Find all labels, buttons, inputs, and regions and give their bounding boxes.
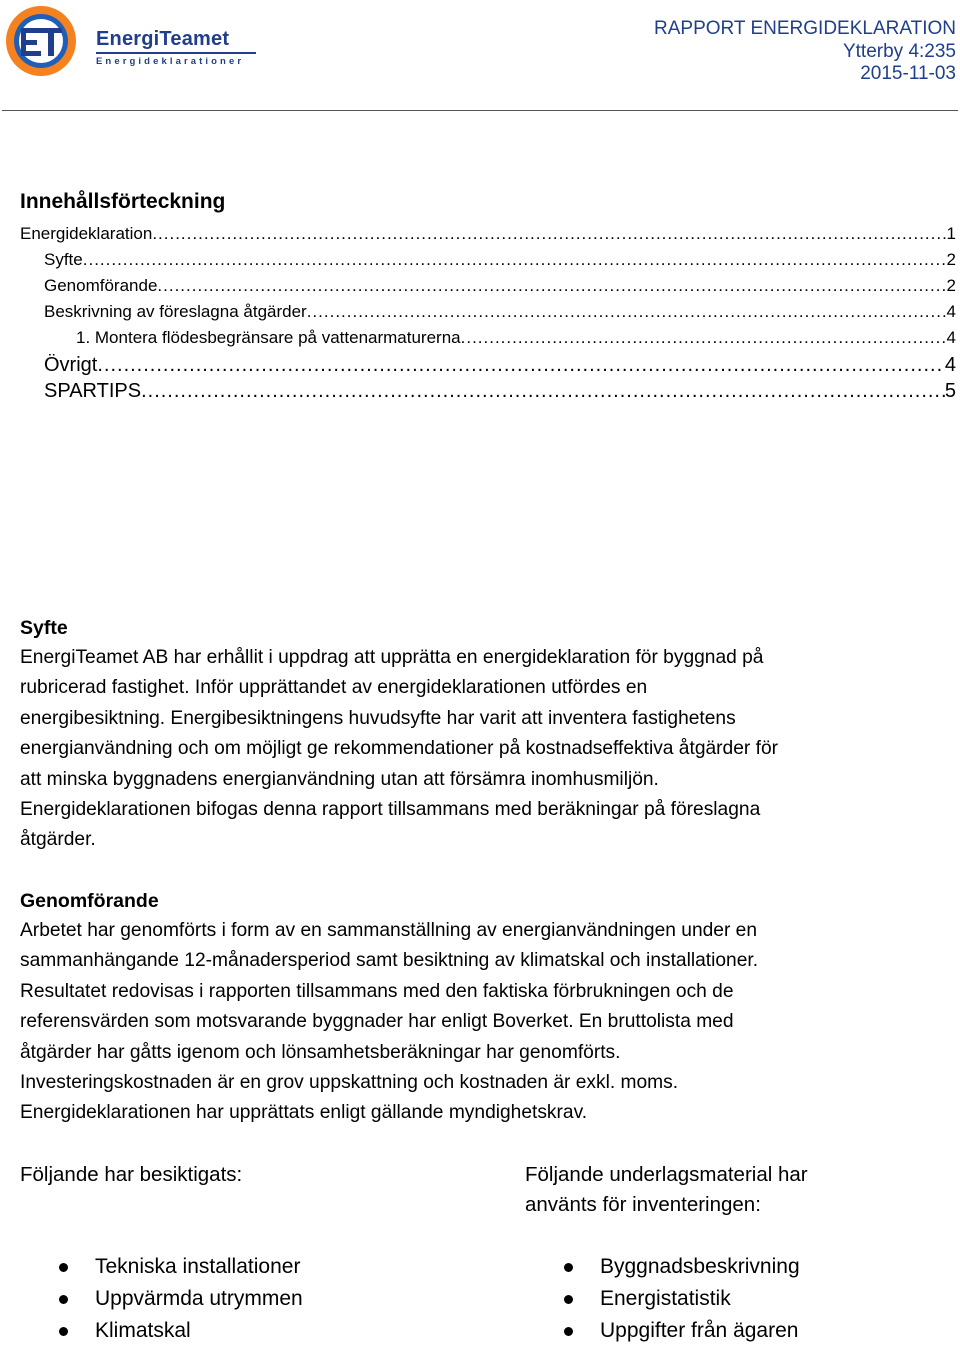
paragraph-line: EnergiTeamet AB har erhållit i uppdrag att upprätta en energideklaration för byggnad på: [20, 647, 764, 668]
paragraph-line: rubricerad fastighet. Inför upprättandet av energideklarationen utfördes en: [20, 677, 648, 699]
paragraph-line: Resultatet redovisas i rapporten tillsammans med den faktiska förbrukningen och de: [20, 980, 734, 1002]
logo-tagline: Energideklarationer: [96, 56, 245, 67]
inspected-title: Följande har besiktigats:: [20, 1163, 243, 1186]
toc-entry-label: Energideklaration: [20, 224, 153, 243]
toc-entry-label: Genomförande: [44, 276, 158, 295]
list-item: Tekniska installationer: [55, 1251, 475, 1283]
paragraph-line: referensvärden som motsvarande byggnader har enligt Boverket. En bruttolista med: [20, 1011, 734, 1033]
paragraph-line: sammanhängande 12-månadersperiod samt besiktning av klimatskal och installationer.: [20, 950, 759, 972]
report-date: 2015-11-03: [860, 63, 956, 84]
toc-entry[interactable]: [20, 302, 956, 328]
paragraph-line: energibesiktning. Energibesiktningens huvudsyfte har varit att inventera fastighetens: [20, 707, 736, 729]
paragraph-line: Investeringskostnaden är en grov uppskattning och kostnaden är exkl. moms.: [20, 1072, 679, 1094]
logo-underline: [96, 52, 256, 54]
paragraph-line: att minska byggnadens energianvändning utan att försämra inomhusmiljön.: [20, 768, 659, 790]
toc-leader-dots: [141, 380, 945, 403]
paragraph-line: energianvändning och om möjligt ge rekommendationer på kostnadseffektiva åtgärder för: [20, 738, 778, 760]
list-item: Uppvärmda utrymmen: [55, 1283, 475, 1315]
paragraph-line: åtgärder.: [20, 829, 96, 851]
materials-title-line: Följande underlagsmaterial har: [525, 1163, 808, 1186]
toc-leader-dots: [307, 302, 947, 322]
toc-entry-page: 1: [946, 224, 956, 243]
header-divider: [2, 110, 958, 111]
toc-leader-dots: [157, 276, 946, 296]
toc-entry-page: 4: [946, 302, 956, 321]
toc-entry[interactable]: [20, 250, 956, 276]
toc-entry-page: 5: [944, 380, 956, 402]
toc-entry-page: 2: [946, 250, 956, 269]
page-header: [0, 0, 960, 112]
report-title: RAPPORT ENERGIDEKLARATION: [654, 18, 956, 39]
et-logo-icon: [4, 4, 78, 78]
toc-entry-page: 4: [946, 328, 956, 347]
toc-title: Innehållsförteckning: [20, 190, 226, 213]
toc-entry[interactable]: [20, 380, 956, 406]
section-heading: Genomförande: [20, 890, 159, 912]
toc-entry-label: Övrigt: [44, 354, 98, 376]
paragraph-line: Energideklarationen har upprättats enligt gällande myndighetskrav.: [20, 1102, 588, 1124]
section-genomforande: [20, 886, 940, 1129]
toc-entry-page: 2: [946, 276, 956, 295]
materials-title: [525, 1160, 945, 1221]
paragraph-line: åtgärder har gåtts igenom och lönsamhetsberäkningar har genomförts.: [20, 1041, 621, 1063]
inspected-list: [55, 1251, 475, 1347]
logo-name: EnergiTeamet: [96, 28, 230, 50]
toc-entry-label: 1. Montera flödesbegränsare på vattenarmaturerna: [76, 328, 461, 347]
report-info: [654, 18, 956, 86]
toc-leader-dots: [83, 250, 947, 270]
toc-leader-dots: [97, 354, 945, 377]
toc-entry[interactable]: [20, 354, 956, 380]
paragraph-line: Energideklarationen bifogas denna rapport tillsammans med beräkningar på föreslagna: [20, 799, 761, 821]
paragraph-line: Arbetet har genomförts i form av en sammanställning av energianvändningen under en: [20, 920, 758, 941]
company-logo: [4, 4, 264, 84]
table-of-contents: [20, 224, 956, 406]
list-item: Byggnadsbeskrivning: [560, 1251, 950, 1283]
toc-entry-label: SPARTIPS: [44, 380, 142, 402]
materials-title-line: använts för inventeringen:: [525, 1193, 761, 1217]
section-syfte: [20, 613, 940, 856]
toc-entry-label: Beskrivning av föreslagna åtgärder: [44, 302, 307, 321]
toc-entry-page: 4: [944, 354, 956, 376]
toc-leader-dots: [152, 224, 946, 244]
section-heading: Syfte: [20, 617, 68, 639]
toc-entry[interactable]: [20, 276, 956, 302]
list-item: Uppgifter från ägaren: [560, 1315, 950, 1347]
materials-list: [560, 1251, 950, 1347]
list-item: Energistatistik: [560, 1283, 950, 1315]
property-designation: Ytterby 4:235: [842, 40, 956, 62]
toc-leader-dots: [461, 328, 947, 348]
toc-entry-label: Syfte: [44, 250, 83, 269]
list-item: Klimatskal: [55, 1315, 475, 1347]
toc-entry[interactable]: [20, 328, 956, 354]
toc-entry[interactable]: [20, 224, 956, 250]
